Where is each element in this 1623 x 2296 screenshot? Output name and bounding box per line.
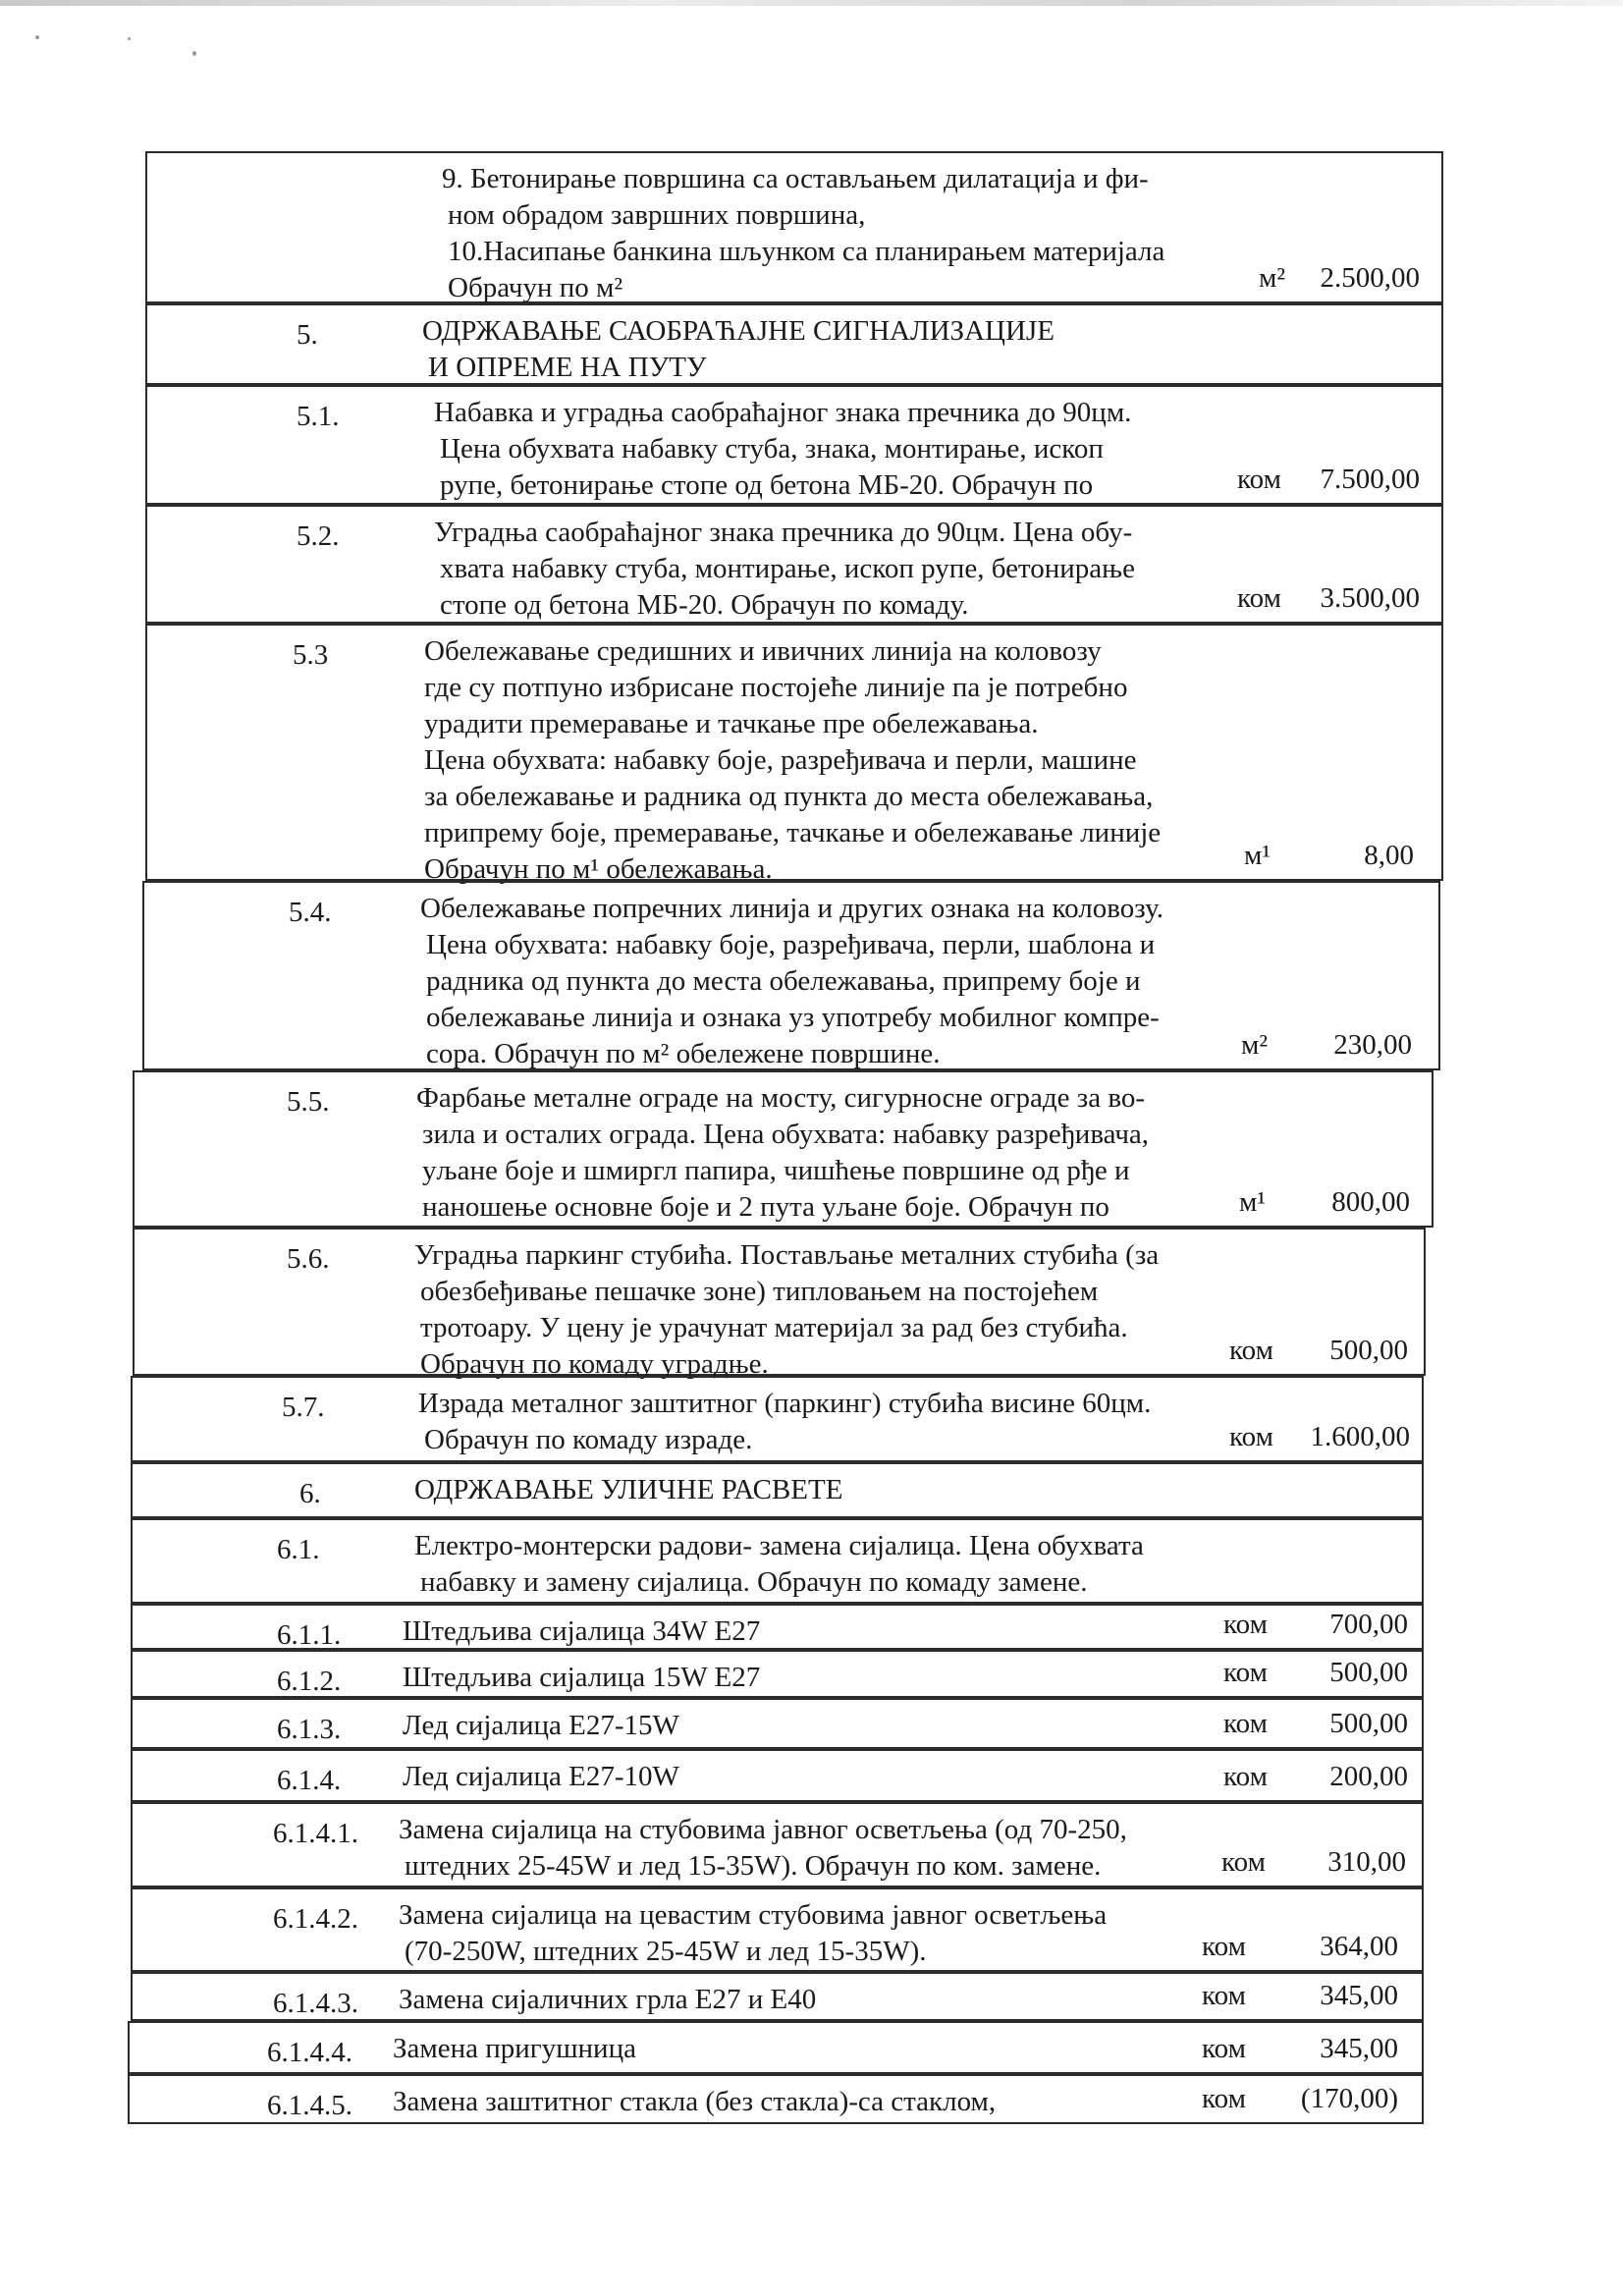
item-description-line: Замена сијаличних грла E27 и E40 (399, 1984, 817, 2015)
item-description-line: Замена сијалица на цевастим стубовима јавног осветљења (399, 1899, 1108, 1931)
quantity-amount: (170,00) (1300, 2083, 1398, 2114)
unit-of-measure: ком (1221, 1846, 1266, 1878)
item-description-line: радника од пункта до места обележавања, припрему боје и (426, 965, 1141, 997)
table-row (131, 1650, 1424, 1698)
table-row (131, 1604, 1424, 1650)
item-description-line: Штедљива сијалица 34W E27 (403, 1615, 761, 1647)
item-description-line: Обрачун по комаду израде. (424, 1424, 753, 1455)
item-description-line: хвата набавку стуба, монтирање, ископ рупе, бетонирање (440, 553, 1135, 584)
unit-of-measure: м¹ (1244, 840, 1271, 871)
quantity-amount: 1.600,00 (1310, 1421, 1410, 1452)
item-number: 6.1.4.3. (273, 1988, 358, 2019)
table-row (145, 303, 1443, 385)
unit-of-measure: м¹ (1239, 1186, 1267, 1218)
quantity-amount: 8,00 (1364, 840, 1414, 871)
item-number: 5. (297, 319, 318, 351)
quantity-amount: 345,00 (1320, 1980, 1398, 2011)
item-description-line: Замена пригушница (393, 2033, 636, 2064)
quantity-amount: 3.500,00 (1320, 582, 1420, 614)
item-description-line: Обележавање средишних и ивичних линија на коловозу (424, 635, 1102, 667)
item-description-line: урадити премеравање и тачкање пре обележавања. (424, 708, 1039, 739)
item-number: 5.5. (287, 1086, 330, 1118)
table-row (145, 385, 1443, 505)
quantity-amount: 310,00 (1327, 1846, 1406, 1878)
item-description-line: Лед сијалица E27-15W (403, 1710, 679, 1741)
table-row (145, 505, 1443, 624)
item-description-line: Замена сијалица на стубовима јавног осветљења (од 70-250, (399, 1814, 1127, 1845)
item-number: 6.1.4. (277, 1765, 342, 1796)
item-number: 6.1.3. (277, 1714, 342, 1745)
unit-of-measure: ком (1223, 1708, 1268, 1739)
table-row (131, 1698, 1424, 1749)
item-description-line: ОДРЖАВАЊЕ УЛИЧНЕ РАСВЕТЕ (414, 1474, 843, 1505)
item-description-line: наношење основне боје и 2 пута уљане боје. Обрачун по (422, 1191, 1109, 1223)
item-number: 5.1. (297, 401, 340, 432)
unit-of-measure: ком (1202, 2083, 1246, 2114)
unit-of-measure: ком (1237, 582, 1281, 614)
item-description-line: стопе од бетона МБ-20. Обрачун по комаду. (440, 589, 969, 621)
item-description-line: Уградња паркинг стубића. Постављање металних стубића (за (414, 1239, 1160, 1271)
unit-of-measure: м² (1259, 262, 1286, 294)
item-number: 5.6. (287, 1243, 330, 1275)
item-description-line: обележавање линија и ознака уз употребу мобилног компре- (426, 1002, 1160, 1033)
item-description-line: Електро-монтерски радови- замена сијалица. Цена обухвата (414, 1530, 1144, 1561)
item-description-line: рупе, бетонирање стопе од бетона МБ-20. Обрачун по (440, 469, 1094, 501)
unit-of-measure: м² (1241, 1029, 1269, 1061)
item-number: 5.7. (282, 1392, 325, 1423)
quantity-amount: 230,00 (1333, 1029, 1412, 1061)
item-description-line: Штедљива сијалица 15W E27 (403, 1662, 761, 1693)
item-description-line: Обрачун по м² (448, 272, 623, 303)
table-row (145, 624, 1443, 885)
item-description-line: штедних 25-45W и лед 15-35W). Обрачун по ком. замене. (405, 1850, 1102, 1882)
quantity-amount: 7.500,00 (1320, 464, 1420, 495)
unit-of-measure: ком (1223, 1657, 1268, 1688)
item-description-line: за обележавање и радника од пункта до места обележавања, (424, 781, 1154, 812)
unit-of-measure: ком (1202, 2033, 1246, 2064)
item-number: 6.1.4.4. (267, 2037, 352, 2068)
unit-of-measure: ком (1223, 1761, 1268, 1792)
item-description-line: где су потпуно избрисане постојеће линије па је потребно (424, 672, 1128, 703)
quantity-amount: 500,00 (1329, 1657, 1408, 1688)
item-description-line: ном обрадом завршних површина, (448, 199, 866, 231)
item-description-line: И ОПРЕМЕ НА ПУТУ (428, 352, 707, 383)
item-description-line: Замена заштитног стакла (без стакла)-са стаклом, (393, 2086, 997, 2117)
table-row (131, 1462, 1424, 1518)
item-description-line: ОДРЖАВАЊЕ САОБРАЋАЈНЕ СИГНАЛИЗАЦИЈЕ (422, 315, 1055, 347)
item-description-line: Обрачун по м¹ обележавања. (424, 853, 773, 885)
table-row (131, 1749, 1424, 1802)
quantity-amount: 345,00 (1320, 2033, 1398, 2064)
table-row (131, 1518, 1424, 1604)
table-row (133, 1228, 1426, 1380)
item-number: 6. (299, 1478, 321, 1509)
unit-of-measure: ком (1229, 1335, 1273, 1366)
quantity-amount: 500,00 (1329, 1708, 1408, 1739)
unit-of-measure: ком (1223, 1609, 1268, 1640)
item-description-line: набавку и замену сијалица. Обрачун по комаду замене. (420, 1566, 1088, 1598)
table-row (131, 1802, 1424, 1887)
item-number: 6.1.4.1. (273, 1818, 358, 1849)
quantity-amount: 800,00 (1331, 1186, 1410, 1218)
unit-of-measure: ком (1237, 464, 1281, 495)
item-number: 5.3 (293, 639, 329, 671)
item-description-line: сора. Обрачун по м² обележене површине. (426, 1038, 941, 1069)
item-description-line: Израда металног заштитног (паркинг) стубића висине 60цм. (418, 1388, 1152, 1419)
unit-of-measure: ком (1202, 1931, 1246, 1962)
item-description-line: Цена обухвата: набавку боје, разређивача и перли, машине (424, 744, 1137, 776)
quantity-amount: 200,00 (1329, 1761, 1408, 1792)
table-row (142, 881, 1440, 1070)
table-row (128, 2074, 1424, 2124)
item-description-line: Уградња саобраћајног знака пречника до 90цм. Цена обу- (434, 517, 1133, 548)
item-description-line: Обрачун по комаду уградње. (420, 1348, 769, 1380)
quantity-amount: 364,00 (1320, 1931, 1398, 1962)
item-number: 6.1. (277, 1534, 320, 1565)
item-description-line: тротоару. У цену је урачунат материјал за рад без стубића. (420, 1312, 1128, 1343)
item-description-line: Фарбање металне ограде на мосту, сигурносне ограде за во- (416, 1082, 1146, 1114)
item-description-line: 10.Насипање банкина шљунком са планирањем материјала (448, 236, 1165, 267)
item-description-line: (70-250W, штедних 25-45W и лед 15-35W). (405, 1936, 927, 1967)
item-description-line: Набавка и уградња саобраћајног знака пречника до 90цм. (434, 397, 1132, 428)
item-number: 6.1.4.5. (267, 2090, 352, 2121)
table-row (128, 2021, 1424, 2074)
item-description-line: зила и осталих ограда. Цена обухвата: набавку разређивача, (422, 1119, 1150, 1150)
quantity-amount: 2.500,00 (1320, 262, 1420, 294)
item-description-line: обезбеђивање пешачке зоне) типловањем на постојећем (420, 1276, 1099, 1307)
quantity-amount: 500,00 (1329, 1335, 1408, 1366)
table-row (131, 1972, 1424, 2021)
item-description-line: Цена обухвата: набавку боје, разређивача, перли, шаблона и (426, 929, 1156, 960)
item-description-line: 9. Бетонирање површина са остављањем дилатација и фи- (442, 163, 1149, 194)
table-row (131, 1887, 1424, 1972)
quantity-amount: 700,00 (1329, 1609, 1408, 1640)
item-number: 5.4. (289, 897, 332, 928)
table-row (131, 1376, 1424, 1462)
item-description-line: Обележавање попречних линија и других ознака на коловозу. (420, 893, 1163, 924)
item-number: 6.1.2. (277, 1666, 342, 1697)
item-number: 6.1.4.2. (273, 1903, 358, 1935)
table-row (145, 151, 1443, 303)
item-description-line: Лед сијалица E27-10W (403, 1761, 679, 1792)
unit-of-measure: ком (1229, 1421, 1273, 1452)
item-description-line: уљане боје и шмиргл папира, чишћење површине од рђе и (422, 1155, 1130, 1186)
unit-of-measure: ком (1202, 1980, 1246, 2011)
item-number: 6.1.1. (277, 1619, 342, 1651)
item-description-line: припрему боје, премеравање, тачкање и обележавање линије (424, 817, 1162, 848)
item-number: 5.2. (297, 520, 340, 552)
item-description-line: Цена обухвата набавку стуба, знака, монтирање, ископ (440, 433, 1104, 465)
table-row (133, 1070, 1434, 1228)
